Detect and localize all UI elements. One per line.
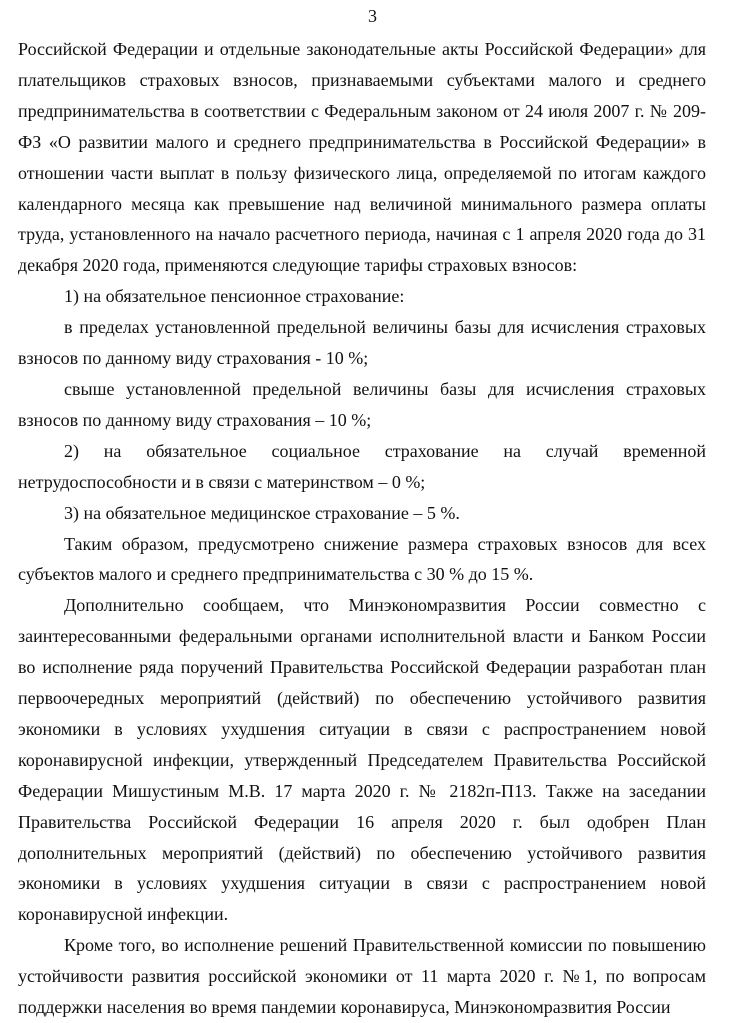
paragraph-continuation: Российской Федерации и отдельные законодательные акты Российской Федерации» для плательщиков страховых взносов, признаваемыми субъектами малого и среднего предпринимательства в соответствии с Федеральным законом от 24 июля 2007 г. № 209-ФЗ «О развитии малого и среднего предпринимательства в Российской Федерации» в отношении части выплат в пользу физического лица, определяемой по итогам каждого календарного месяца как превышение над величиной минимального размера оплаты труда, установленного на начало расчетного периода, начиная с 1 апреля 2020 года до 31 декабря 2020 года, применяются следующие тарифы страховых взносов: — [18, 39, 706, 276]
paragraph-additional: Дополнительно сообщаем, что Минэкономразвития России совместно с заинтересованными федеральными органами исполнительной власти и Банком России во исполнение ряда поручений Правительства Российской Федерации разработан план первоочередных мероприятий (действий) по обеспечению устойчивого развития экономики в условиях ухудшения ситуации в связи с распространением новой коронавирусной инфекции, утвержденный Председателем Правительства Российской Федерации Мишустиным М.В. 17 марта 2020 г. № 2182п-П13. Также на заседании Правительства Российской Федерации 16 апреля 2020 г. был одобрен План дополнительных мероприятий (действий) по обеспечению устойчивого развития экономики в условиях ухудшения ситуации в связи с распространением новой коронавирусной инфекции. — [18, 595, 706, 925]
document-body — [18, 34, 706, 1023]
paragraph-moreover: Кроме того, во исполнение решений Правительственной комиссии по повышению устойчивости развития российской экономики от 11 марта 2020 г. №1, по вопросам поддержки населения во время пандемии коронавируса, Минэкономразвития России — [18, 935, 706, 1018]
list-item-social: 2) на обязательное социальное страхование на случай временной нетрудоспособности и в связи с материнством – 0 %; — [18, 440, 706, 492]
paragraph-within-limit: в пределах установленной предельной величины базы для исчисления страховых взносов по данному виду страхования - 10 %; — [18, 317, 706, 369]
page-number: 3 — [368, 6, 377, 26]
paragraph-above-limit: свыше установленной предельной величины базы для исчисления страховых взносов по данному виду страхования – 10 %; — [18, 378, 706, 430]
list-item-pension: 1) на обязательное пенсионное страхование: — [64, 286, 405, 307]
list-item-medical: 3) на обязательное медицинское страхование – 5 %. — [64, 502, 460, 523]
paragraph-summary: Таким образом, предусмотрено снижение размера страховых взносов для всех субъектов малого и среднего предпринимательства с 30 % до 15 %. — [18, 533, 706, 585]
